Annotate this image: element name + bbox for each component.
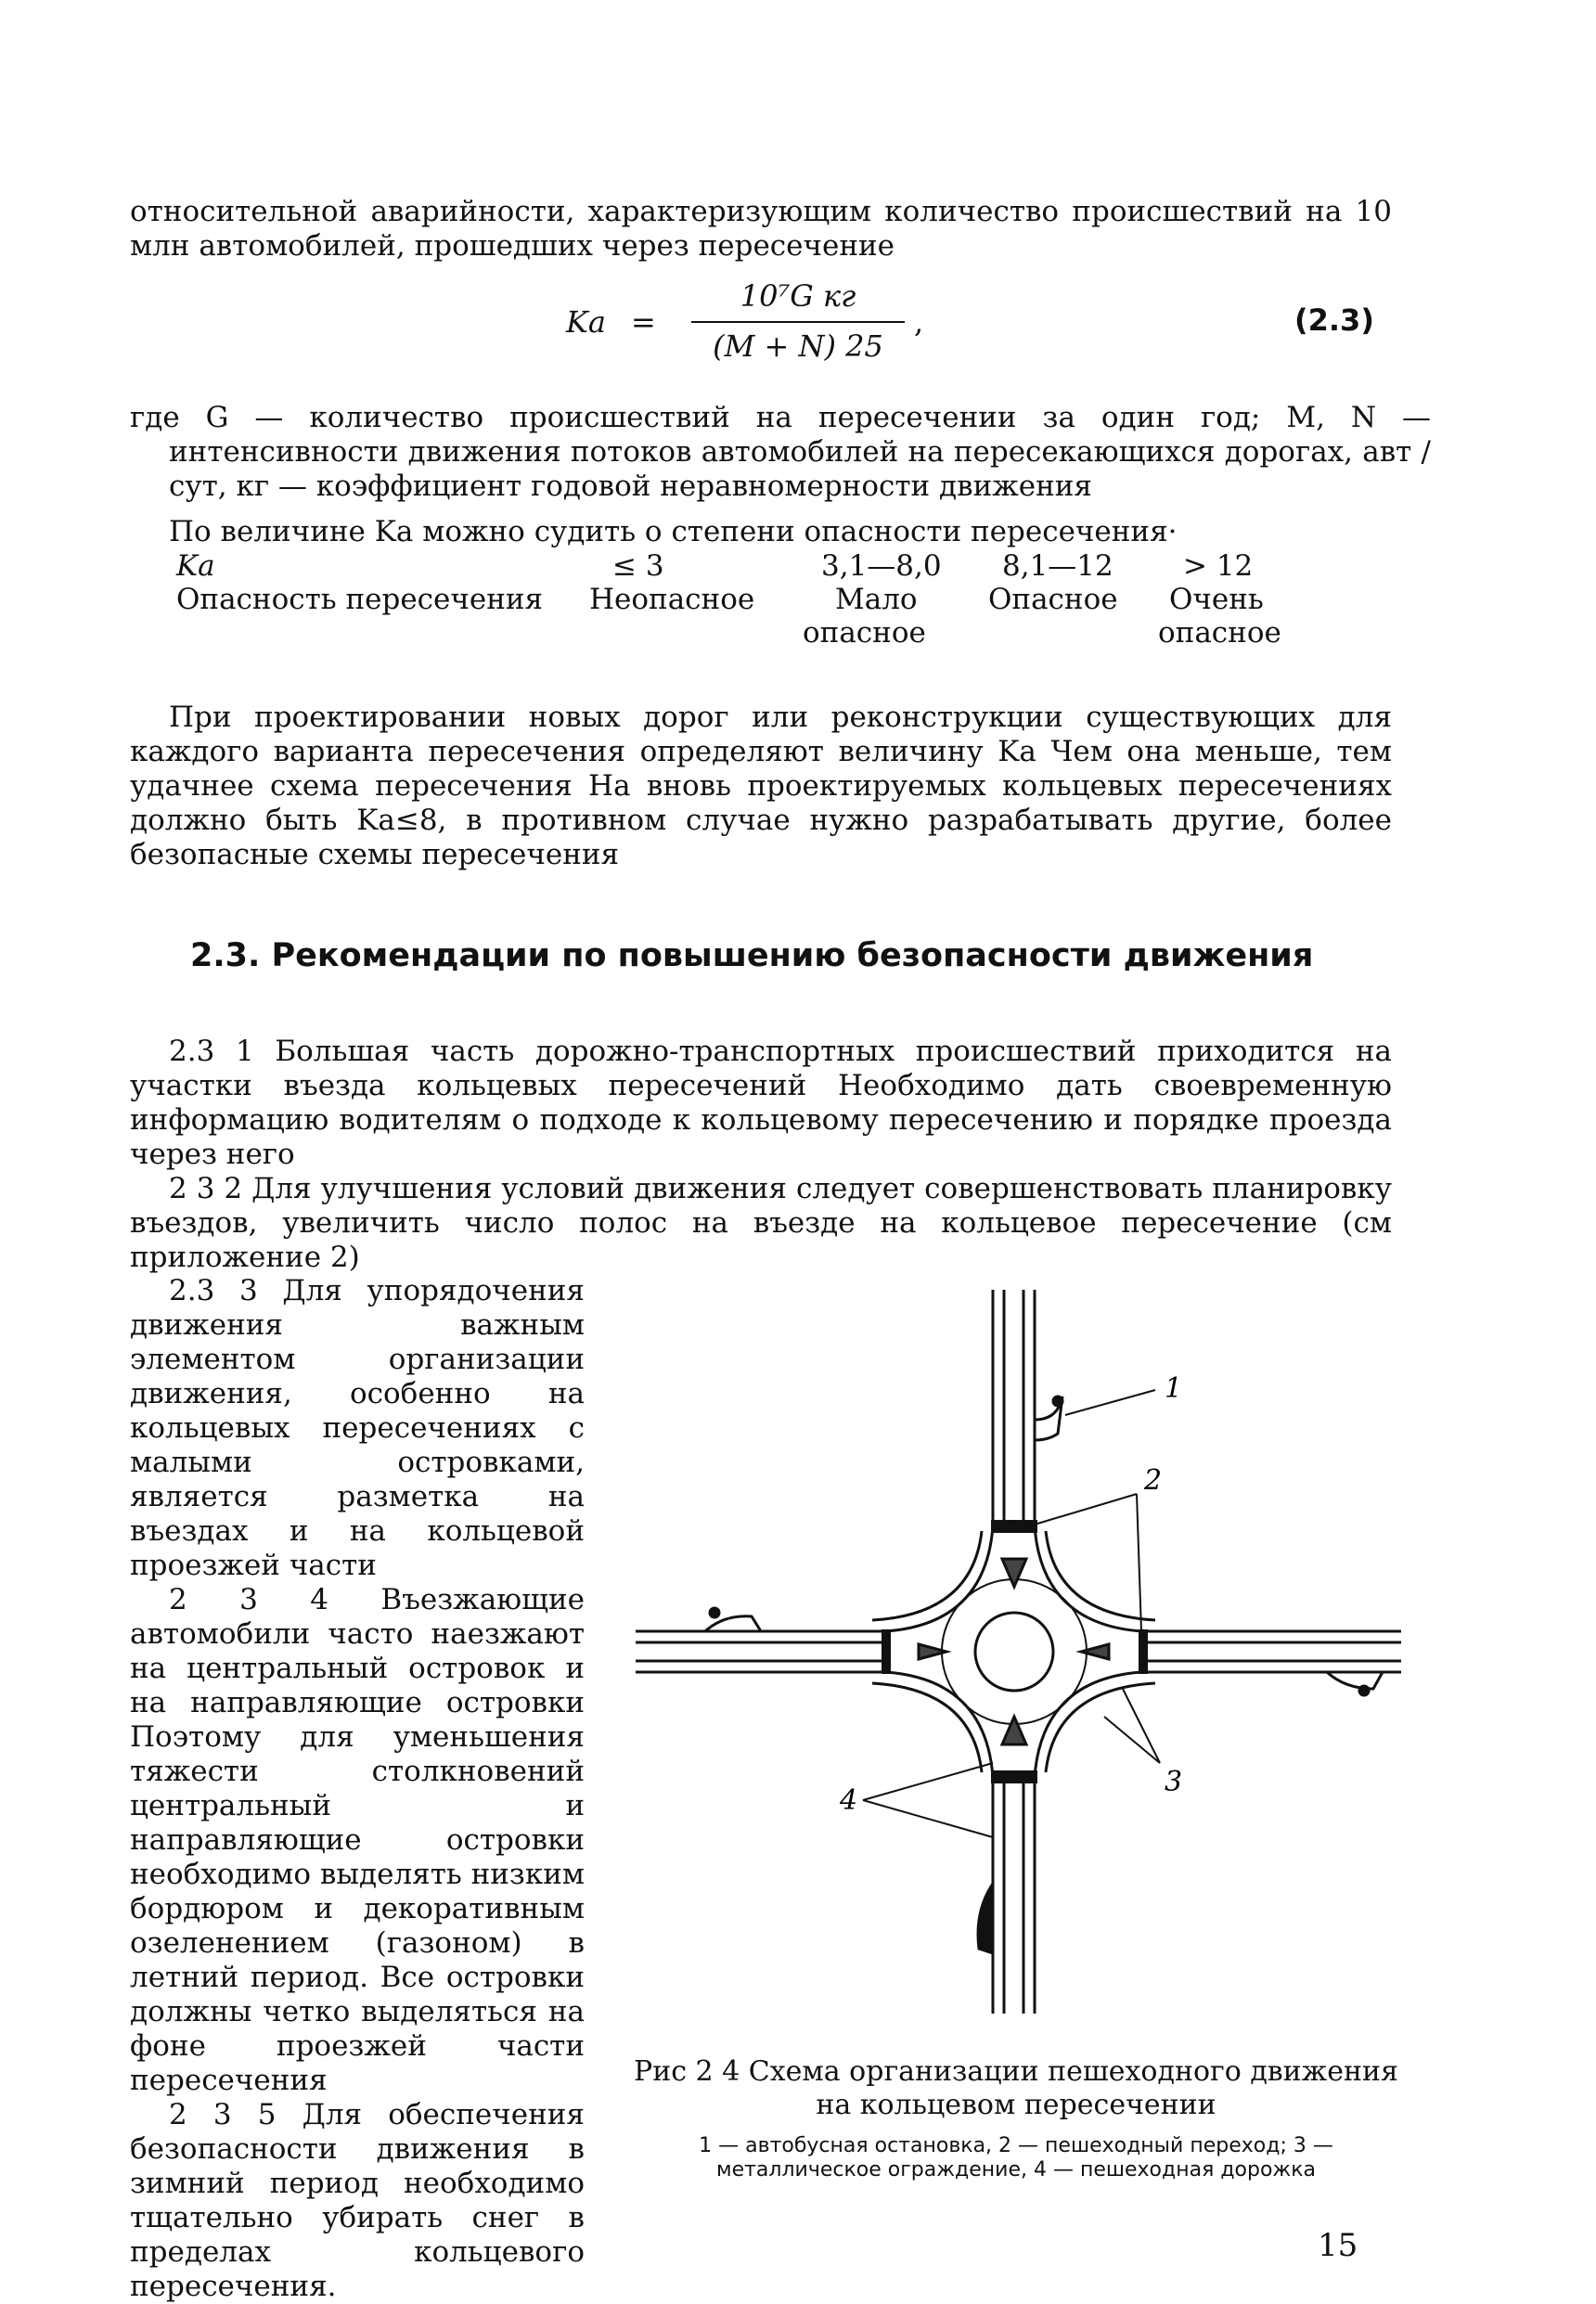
table-value-dangerous: Опасное xyxy=(988,583,1118,616)
hazard-table xyxy=(176,549,1383,651)
formula-numerator: 10⁷G кг xyxy=(740,278,856,314)
paragraph-2-3-2 xyxy=(130,1172,1392,1275)
figure-label-2: 2 xyxy=(1144,1464,1163,1497)
paragraph-2-3-5-text: 2 3 5 Для обеспечения безопасности движения в зимний период необходимо тщательно убирать снег в пределах кольцевого пересечения. xyxy=(130,2098,585,2303)
table-header-3-8: 3,1—8,0 xyxy=(821,549,942,583)
paragraph-by-value-text: По величине Kа можно судить о степени опасности пересечения· xyxy=(169,515,1178,548)
figure-legend: 1 — автобусная остановка, 2 — пешеходный переход; 3 — металлическое ограждение, 4 — пешеходная дорожка xyxy=(699,2134,1333,2182)
figure-roundabout-diagram xyxy=(622,1281,1420,2023)
table-header-gt12: > 12 xyxy=(1183,549,1254,583)
paragraph-intro-text: относительной аварийности, характеризующим количество происшествий на 10 млн автомобилей, прошедших через пересечение xyxy=(130,195,1392,263)
formula-comma: , xyxy=(914,304,924,340)
paragraph-design-text: При проектировании новых дорог или реконструкции существующих для каждого варианта пересечения определяют величину Kа Чем она меньше, тем удачнее схема пересечения На вновь проектируемых кольцевых пересечениях должно быть Kа≤8, в противном случае нужно разрабатывать другие, более безопасные схемы пересечения xyxy=(130,701,1392,871)
section-heading: 2.3. Рекомендации по повышению безопасности движения xyxy=(190,937,1314,974)
formula-2-3 xyxy=(566,278,993,371)
paragraph-design xyxy=(130,701,1392,872)
formula-lhs: Kа xyxy=(566,304,606,340)
table-value-low-2: опасное xyxy=(803,616,926,650)
table-row-label: Опасность пересечения xyxy=(176,583,544,616)
formula-denominator: (M + N) 25 xyxy=(713,328,883,364)
paragraph-where xyxy=(130,401,1431,504)
paragraph-2-3-4-text: 2 3 4 Въезжающие автомобили часто наезжают на центральный островок и на направляющие островки Поэтому для уменьшения тяжести столкновений центральный и направляющие островки необходимо выделять низким бордюром и декоративным озеленением (газоном) в летний период. Все островки должны четко выделяться на фоне проезжей части пересечения xyxy=(130,1583,585,2097)
table-value-very-2: опасное xyxy=(1158,616,1281,650)
paragraph-2-3-1 xyxy=(130,1035,1392,1172)
table-value-low: Мало xyxy=(835,583,918,616)
figure-caption: Рис 2 4 Схема организации пешеходного движения на кольцевом пересечении xyxy=(634,2055,1398,2121)
table-header-ka: Kа xyxy=(176,549,215,583)
table-header-8-12: 8,1—12 xyxy=(1002,549,1113,583)
paragraph-intro xyxy=(130,195,1392,264)
paragraph-by-value xyxy=(169,515,1394,549)
figure-label-4: 4 xyxy=(840,1784,858,1817)
paragraph-2-3-2-text: 2 3 2 Для улучшения условий движения следует совершенствовать планировку въездов, увеличить число полос на въезде на кольцевое пересечение (см приложение 2) xyxy=(130,1172,1392,1274)
figure-label-3: 3 xyxy=(1165,1766,1183,1798)
equation-number: (2.3) xyxy=(1294,302,1374,338)
table-header-le3: ≤ 3 xyxy=(612,549,664,583)
formula-equals: = xyxy=(631,304,656,340)
paragraph-column xyxy=(130,1274,585,2304)
page-number: 15 xyxy=(1318,2227,1358,2264)
paragraph-2-3-3-text: 2.3 3 Для упорядочения движения важным элементом организации движения, особенно на кольцевых пересечениях с малыми островками, является разметка на въездах и на кольцевой проезжей части xyxy=(130,1274,585,1582)
paragraph-2-3-1-text: 2.3 1 Большая часть дорожно-транспортных происшествий приходится на участки въезда кольцевых пересечений Необходимо дать своевременную информацию водителям о подходе к кольцевому пересечению и порядке проезда через него xyxy=(130,1035,1392,1171)
paragraph-where-text: где G — количество происшествий на пересечении за один год; M, N — интенсивности движения потоков автомобилей на пересекающихся дорогах, авт /сут, кг — коэффициент годовой неравномерности движения xyxy=(130,401,1431,503)
table-value-very: Очень xyxy=(1169,583,1264,616)
table-value-safe: Неопасное xyxy=(589,583,755,616)
formula-fraction-bar xyxy=(691,321,905,323)
figure-label-1: 1 xyxy=(1165,1372,1183,1405)
